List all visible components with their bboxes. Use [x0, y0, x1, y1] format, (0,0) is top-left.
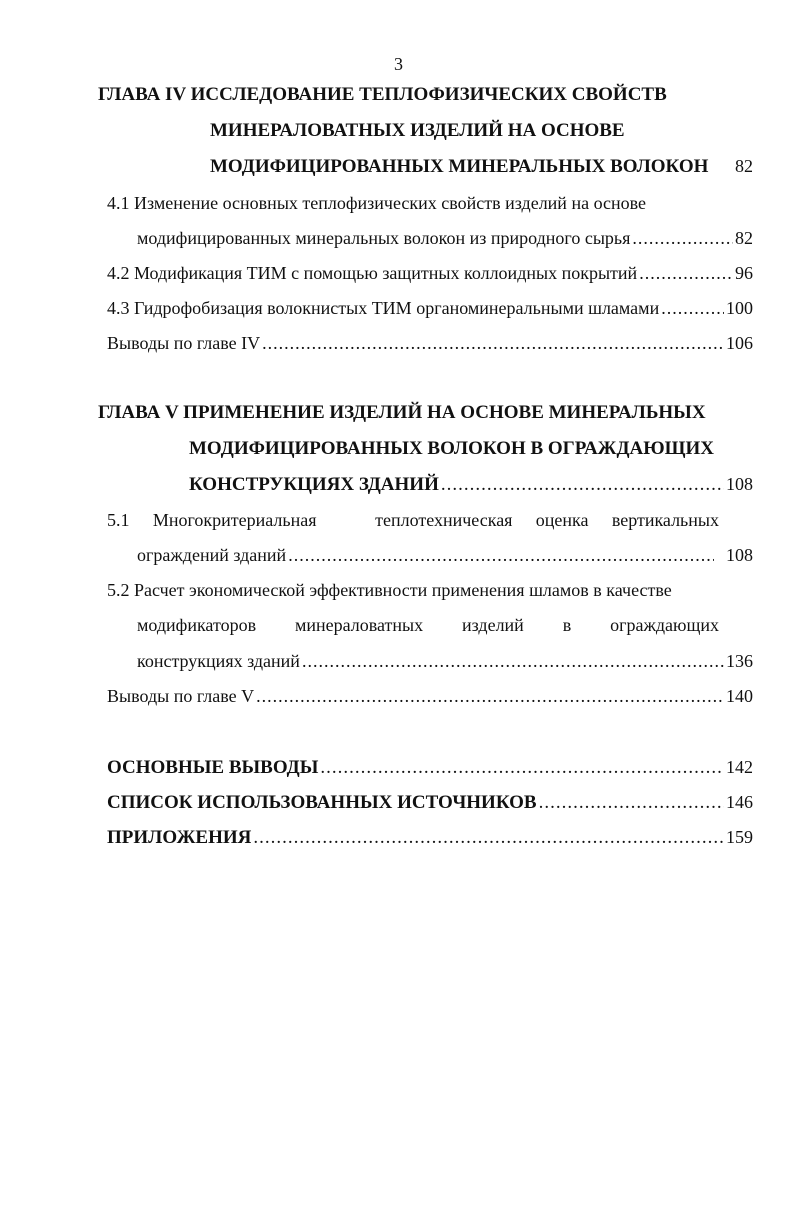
section-4-1-line-1: 4.1 Изменение основных теплофизических свойств изделий на основе: [107, 193, 647, 213]
section-4-3[interactable]: 4.3 Гидрофобизация волокнистых ТИМ органоминеральными шламами ..... 100: [107, 295, 753, 321]
references-page: 146: [726, 792, 753, 812]
dot-leader: [639, 260, 733, 286]
section-4-1-line-2[interactable]: модифицированных минеральных волокон из природного сырья ..... 82: [137, 225, 753, 251]
main-conclusions-page: 142: [726, 757, 753, 777]
chapter-5-page: 108: [726, 474, 753, 494]
chapter-5-title-line-1: ГЛАВА V ПРИМЕНЕНИЕ ИЗДЕЛИЙ НА ОСНОВЕ МИНЕРАЛЬНЫХ: [98, 402, 706, 423]
dot-leader: [539, 790, 724, 816]
page-number: 3: [394, 54, 403, 74]
section-5-1-page: 108: [726, 545, 753, 565]
dot-leader: [320, 755, 724, 781]
chapter-4-page: 82: [735, 156, 753, 176]
section-5-2-page: 136: [726, 651, 753, 671]
chapter-4-title-line-2: МИНЕРАЛОВАТНЫХ ИЗДЕЛИЙ НА ОСНОВЕ: [210, 120, 625, 141]
section-5-1-line-1: 5.1 Многокритериальная теплотехническая оценка вертикальных: [107, 510, 719, 530]
section-4-2-page: 96: [735, 263, 753, 283]
main-conclusions[interactable]: ОСНОВНЫЕ ВЫВОДЫ ..... 142: [107, 754, 753, 780]
section-5-2-line-3[interactable]: конструкциях зданий ..... 136: [137, 648, 753, 674]
chapter-5-title-line-3[interactable]: КОНСТРУКЦИЯХ ЗДАНИЙ ..... 108: [189, 471, 753, 497]
chapter-5-conclusions-page: 140: [726, 686, 753, 706]
section-5-1-line-2[interactable]: ограждений зданий ..... 108: [137, 542, 753, 568]
dot-leader: [262, 330, 724, 356]
section-4-2[interactable]: 4.2 Модификация ТИМ с помощью защитных коллоидных покрытий ..... 96: [107, 260, 753, 286]
chapter-4-title-line-1: ГЛАВА IV ИССЛЕДОВАНИЕ ТЕПЛОФИЗИЧЕСКИХ СВОЙСТВ: [98, 84, 667, 105]
chapter-5-title-line-2: МОДИФИЦИРОВАННЫХ ВОЛОКОН В ОГРАЖДАЮЩИХ: [189, 438, 715, 459]
chapter-4-conclusions-page: 106: [726, 333, 753, 353]
dot-leader: [288, 542, 714, 568]
section-4-1-page: 82: [735, 228, 753, 248]
dot-leader: [661, 295, 724, 321]
dot-leader: [302, 648, 724, 674]
appendices[interactable]: ПРИЛОЖЕНИЯ ..... 159: [107, 824, 753, 850]
dot-leader: [441, 472, 724, 498]
chapter-4-conclusions[interactable]: Выводы по главе IV ..... 106: [107, 330, 753, 356]
dot-leader: [632, 225, 733, 251]
section-4-3-page: 100: [726, 298, 753, 318]
dot-leader: [253, 825, 724, 851]
chapter-4-title-line-3[interactable]: МОДИФИЦИРОВАННЫХ МИНЕРАЛЬНЫХ ВОЛОКОН 82: [210, 153, 753, 179]
references[interactable]: СПИСОК ИСПОЛЬЗОВАННЫХ ИСТОЧНИКОВ ..... 146: [107, 789, 753, 815]
dot-leader: [256, 683, 724, 709]
appendices-page: 159: [726, 827, 753, 847]
chapter-5-conclusions[interactable]: Выводы по главе V ..... 140: [107, 683, 753, 709]
section-5-2-line-1: 5.2 Расчет экономической эффективности применения шламов в качестве: [107, 580, 672, 600]
section-5-2-line-2: модификаторов минераловатных изделий в ограждающих: [137, 615, 719, 635]
